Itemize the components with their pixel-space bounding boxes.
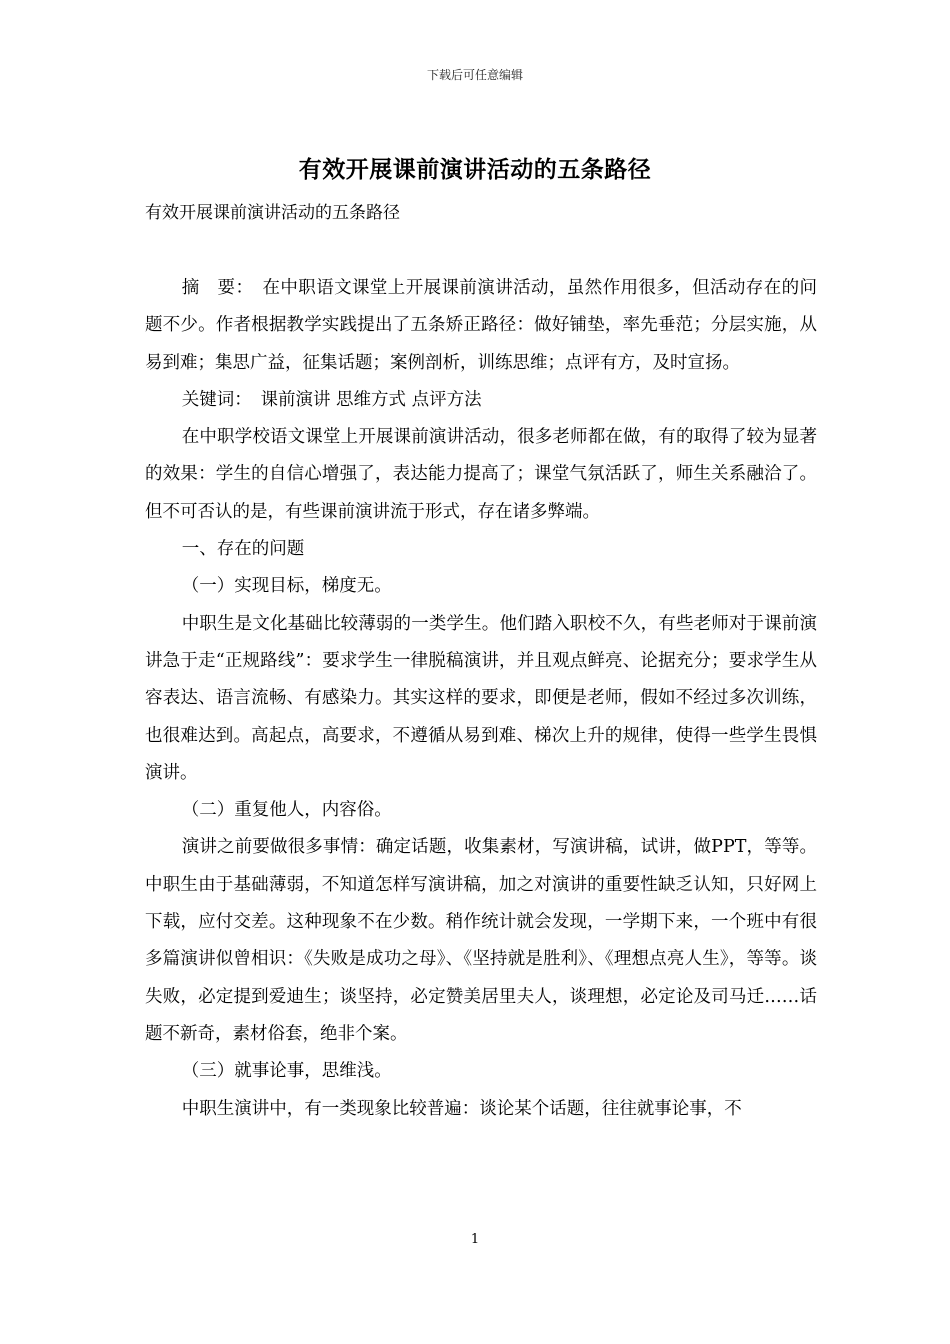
abstract-paragraph: 摘 要： 在中职语文课堂上开展课前演讲活动，虽然作用很多，但活动存在的问题不少。作者根据教学实践提出了五条矫正路径：做好铺垫，率先垂范；分层实施，从易到难；集思广益，征集话题；案例剖析，训练思维；点评有方，及时宣扬。	[145, 278, 817, 373]
body-paragraph: 中职生演讲中，有一类现象比较普遍：谈论某个话题，往往就事论事，不	[181, 1098, 742, 1119]
page-header-note: 下载后可任意编辑	[426, 68, 523, 82]
body-paragraph: 中职生是文化基础比较薄弱的一类学生。他们踏入职校不久，有些老师对于课前演讲急于走“正规路线”：要求学生一律脱稿演讲，并且观点鲜亮、论据充分；要求学生从容表达、语言流畅、有感染力。其实这样的要求，即便是老师，假如不经过多次训练，也很难达到。高起点，高要求，不遵循从易到难、梯次上升的规律，使得一些学生畏惧演讲。	[145, 613, 817, 783]
subsection-heading: （三）就事论事，思维浅。	[181, 1061, 392, 1082]
section-heading: 一、存在的问题	[181, 539, 305, 560]
intro-paragraph: 在中职学校语文课堂上开展课前演讲活动，很多老师都在做，有的取得了较为显著的效果：学生的自信心增强了，表达能力提高了；课堂气氛活跃了，师生关系融洽了。但不可否认的是，有些课前演讲流于形式，存在诸多弊端。	[145, 427, 817, 522]
document-title: 有效开展课前演讲活动的五条路径	[298, 156, 652, 183]
keywords-paragraph: 关键词： 课前演讲 思维方式 点评方法	[181, 389, 482, 410]
body-paragraph: 演讲之前要做很多事情：确定话题，收集素材，写演讲稿，试讲，做PPT，等等。中职生由于基础薄弱，不知道怎样写演讲稿，加之对演讲的重要性缺乏认知，只好网上下载，应付交差。这种现象不在少数。稍作统计就会发现，一学期下来，一个班中有很多篇演讲似曾相识：《失败是成功之母》、《坚持就是胜利》、《理想点亮人生》，等等。谈失败，必定提到爱迪生；谈坚持，必定赞美居里夫人，谈理想，必定论及司马迁……话题不新奇，素材俗套，绝非个案。	[145, 837, 817, 1044]
document-subtitle: 有效开展课前演讲活动的五条路径	[145, 203, 400, 223]
subsection-heading: （二）重复他人，内容俗。	[181, 800, 392, 821]
page-number: 1	[470, 1232, 480, 1247]
subsection-heading: （一）实现目标，梯度无。	[181, 576, 392, 597]
document-body	[145, 270, 817, 1128]
